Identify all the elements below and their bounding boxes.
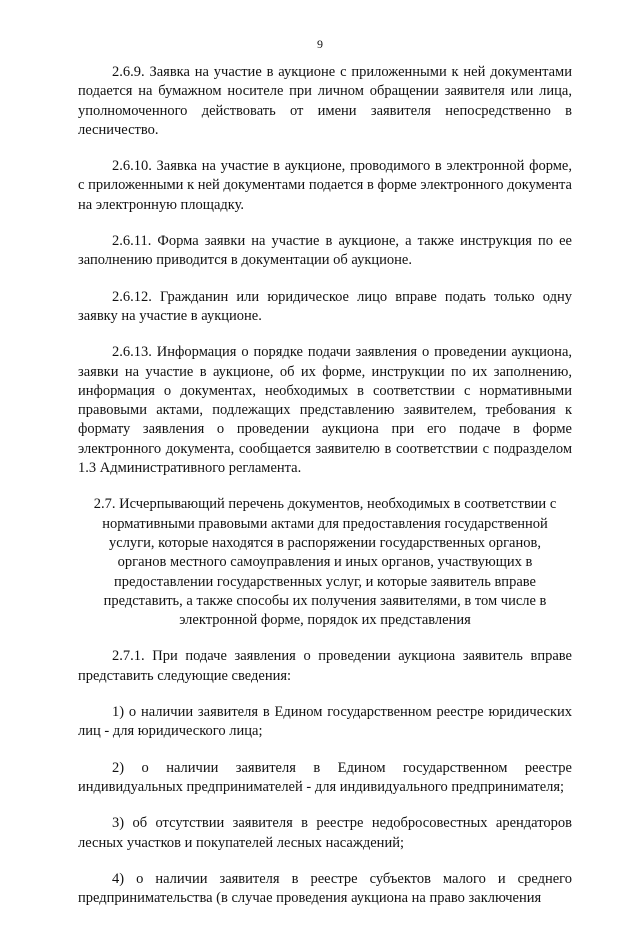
paragraph-2-7-1: 2.7.1. При подаче заявления о проведении аукциона заявитель вправе представить следующие сведения: — [78, 648, 572, 684]
section-heading-2-7: 2.7. Исчерпывающий перечень документов, необходимых в соответствии с нормативными правовыми актами для предоставления государственной услуги, которые находятся в распоряжении государственных органов, органов местного самоуправления и иных органов, участвующих в предоставлении государственных услуг, и которые заявитель вправе представить, а также способы их получения заявителями, в том числе в электронной форме, порядок их представления — [93, 496, 557, 629]
list-item-4: 4) о наличии заявителя в реестре субъектов малого и среднего предпринимательства (в случае проведения аукциона на право заключения — [78, 870, 572, 907]
paragraph-2-6-9: 2.6.9. Заявка на участие в аукционе с приложенными к ней документами подается на бумажном носителе при личном обращении заявителя или лица, уполномоченного действовать от имени заявителя непосредственно в лесничество. — [78, 64, 572, 138]
paragraph-2-6-10: 2.6.10. Заявка на участие в аукционе, проводимого в электронной форме, с приложенными к ней документами подается в форме электронного документа на электронную площадку. — [78, 158, 572, 213]
list-item-2: 2) о наличии заявителя в Едином государственном реестре индивидуальных предпринимателей - для индивидуального предпринимателя; — [78, 759, 572, 795]
paragraph-2-6-12: 2.6.12. Гражданин или юридическое лицо вправе подать только одну заявку на участие в аукционе. — [78, 288, 572, 324]
list-item-3: 3) об отсутствии заявителя в реестре недобросовестных арендаторов лесных участков и покупателей лесных насаждений; — [78, 815, 572, 851]
page-number: 9 — [317, 37, 323, 51]
paragraph-2-6-13: 2.6.13. Информация о порядке подачи заявления о проведении аукциона, заявки на участие в аукционе, об их форме, инструкции по их заполнению, информация о документах, необходимых в соответствии с нормативными правовыми актами, подлежащих представлению заявителем, требования к формату заявления о проведении аукциона при его подаче в форме электронного документа, сообщается заявителю в соответствии с подразделом 1.3 Административного регламента. — [78, 344, 572, 477]
paragraph-2-6-11: 2.6.11. Форма заявки на участие в аукционе, а также инструкция по ее заполнению приводится в документации об аукционе. — [78, 233, 572, 269]
list-item-1: 1) о наличии заявителя в Едином государственном реестре юридических лиц - для юридического лица; — [78, 704, 572, 740]
document-body — [78, 63, 572, 925]
